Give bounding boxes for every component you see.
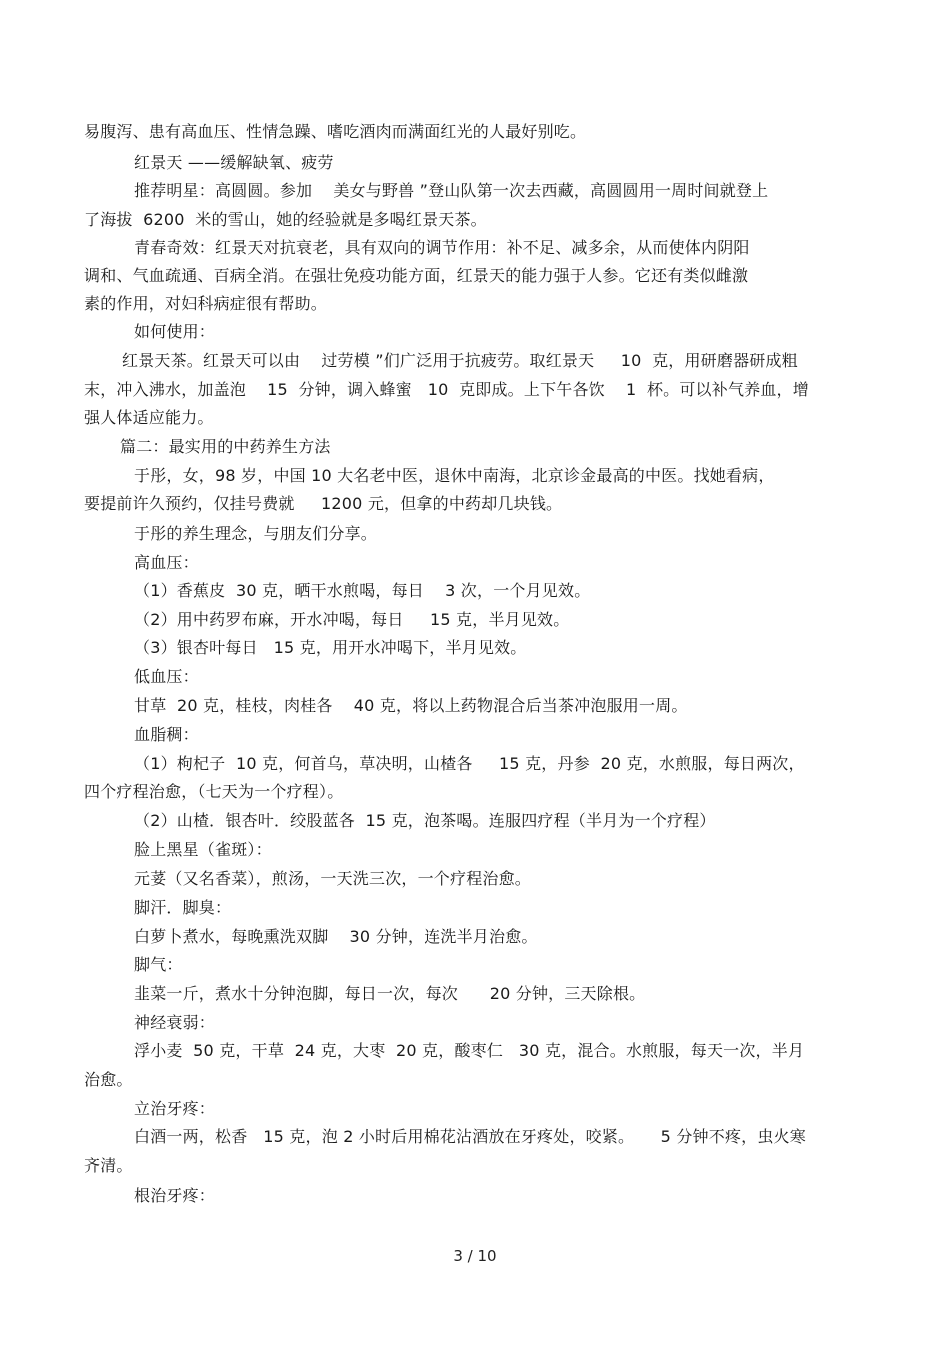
subheading: 脸上黑星（雀斑）： <box>134 840 272 859</box>
text-line: 元荽（又名香菜），煎汤，一天洗三次，一个疗程治愈。 <box>134 869 532 888</box>
text-line: （2）山楂．银杏叶．绞股蓝各 15 克，泡茶喝。连服四疗程（半月为一个疗程） <box>134 811 716 830</box>
subheading: 立治牙疼： <box>134 1099 216 1118</box>
text-line: 四个疗程治愈，（七天为一个疗程）。 <box>84 782 344 801</box>
text-line: 甘草 20 克，桂枝，肉桂各 40 克，将以上药物混合后当茶冲泡服用一周。 <box>134 696 688 715</box>
text-line: 了海拔 6200 米的雪山，她的经验就是多喝红景天茶。 <box>84 210 487 229</box>
text-line: 齐清。 <box>84 1156 133 1175</box>
text-line: 强人体适应能力。 <box>84 408 214 427</box>
subheading: 神经衰弱： <box>134 1013 216 1032</box>
text-line: 末，冲入沸水，加盖泡 15 分钟，调入蜂蜜 10 克即成。上下午各饮 1 杯。可以补气养血，增 <box>84 380 809 399</box>
section-heading: 篇二：最实用的中药养生方法 <box>120 437 331 456</box>
text-line: 调和、气血疏通、百病全消。在强壮免疫功能方面，红景天的能力强于人参。它还有类似雌激 <box>84 266 749 285</box>
text-line: 白酒一两，松香 15 克，泡 2 小时后用棉花沾酒放在牙疼处，咬紧。 5 分钟不疼，虫火寒 <box>134 1127 806 1146</box>
text-line: 易腹泻、患有高血压、性情急躁、嗜吃酒肉而满面红光的人最好别吃。 <box>84 122 587 141</box>
text-line: （3）银杏叶每日 15 克，用开水冲喝下，半月见效。 <box>134 638 527 657</box>
text-line: 要提前许久预约，仅挂号费就 1200 元，但拿的中药却几块钱。 <box>84 494 563 513</box>
text-line: 韭菜一斤，煮水十分钟泡脚，每日一次，每次 20 分钟，三天除根。 <box>134 984 646 1003</box>
text-line: 推荐明星：高圆圆。参加 美女与野兽 ”登山队第一次去西藏，高圆圆用一周时间就登上 <box>134 181 769 200</box>
text-line: 素的作用，对妇科病症很有帮助。 <box>84 294 328 313</box>
subheading: 脚汗．脚臭： <box>134 898 232 917</box>
text-line: 浮小麦 50 克，干草 24 克，大枣 20 克，酸枣仁 30 克，混合。水煎服，每天一次，半月 <box>134 1041 805 1060</box>
subheading: 低血压： <box>134 667 199 686</box>
subheading: 根治牙疼： <box>134 1186 216 1205</box>
text-line: 于彤，女，98 岁，中国 10 大名老中医，退休中南海，北京诊金最高的中医。找她看病， <box>134 466 775 485</box>
text-line: 如何使用： <box>134 322 216 341</box>
subheading: 脚气： <box>134 955 183 974</box>
text-line: （2）用中药罗布麻，开水冲喝，每日 15 克，半月见效。 <box>134 610 570 629</box>
text-line: （1）枸杞子 10 克，何首乌，草决明，山楂各 15 克，丹参 20 克，水煎服，每日两次， <box>134 754 805 773</box>
subheading: 高血压： <box>134 553 199 572</box>
text-line: 于彤的养生理念，与朋友们分享。 <box>134 524 378 543</box>
subheading: 血脂稠： <box>134 725 199 744</box>
text-line: 红景天茶。红景天可以由 过劳模 ”们广泛用于抗疲劳。取红景天 10 克，用研磨器研成粗 <box>122 351 798 370</box>
text-line: 白萝卜煮水，每晚熏洗双脚 30 分钟，连洗半月治愈。 <box>134 927 538 946</box>
text-line: 青春奇效：红景天对抗衰老，具有双向的调节作用：补不足、减多余，从而使体内阴阳 <box>134 238 750 257</box>
text-line: （1）香蕉皮 30 克，晒干水煎喝，每日 3 次，一个月见效。 <box>134 581 591 600</box>
page-number: 3 / 10 <box>453 1247 497 1265</box>
text-line: 治愈。 <box>84 1070 133 1089</box>
section-heading: 红景天 ——缓解缺氧、疲劳 <box>134 153 334 172</box>
